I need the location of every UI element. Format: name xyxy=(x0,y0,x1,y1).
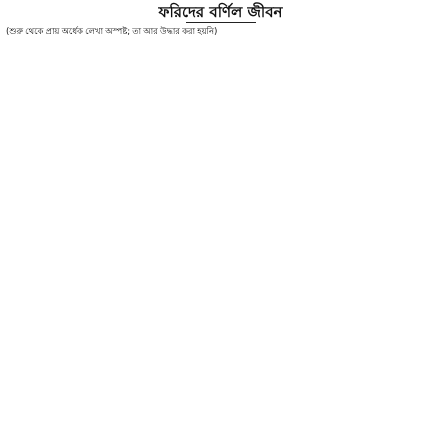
article-body: (শুরু থেকে প্রায় অর্ধেক লেখা অস্পষ্ট; তা আর উদ্ধার করা হয়নি) xyxy=(6,27,218,37)
article-title: ফরিদের বর্ণিল জীবন xyxy=(158,3,283,21)
title-underline xyxy=(186,22,256,23)
